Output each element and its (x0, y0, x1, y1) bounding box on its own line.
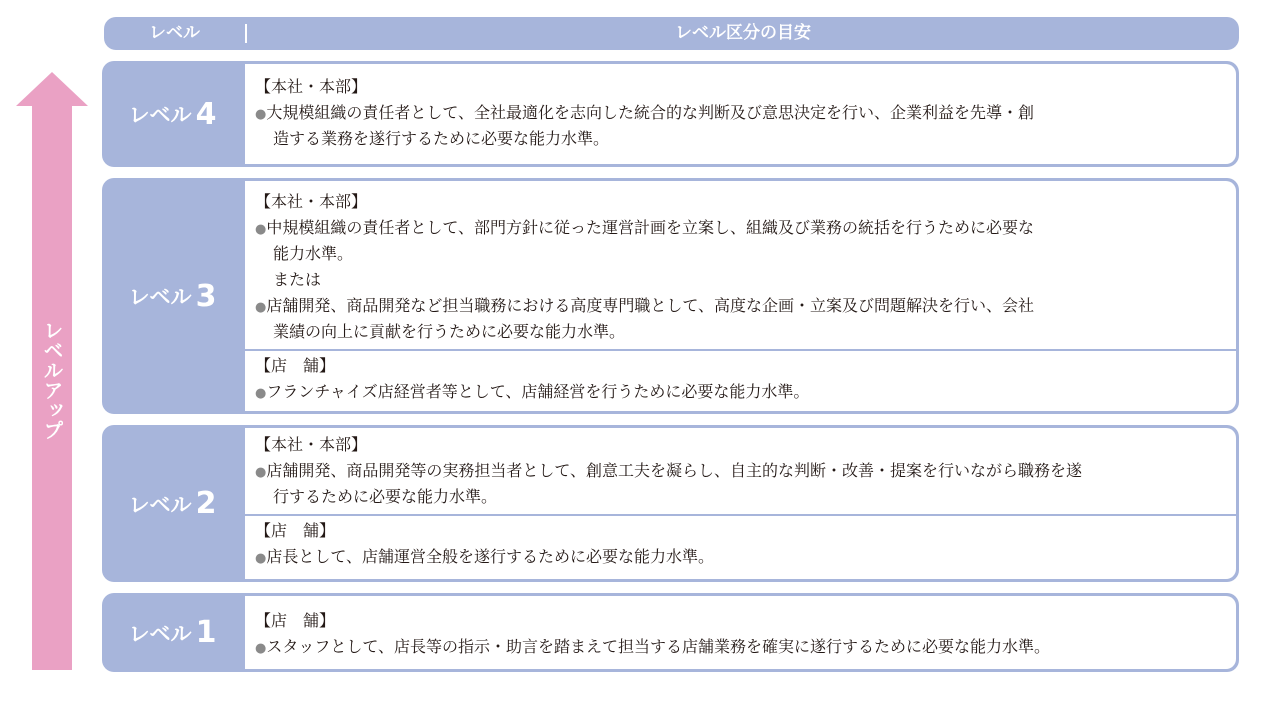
level-3-label (102, 178, 243, 414)
level-3-description (245, 181, 1236, 411)
table-header (104, 17, 1239, 50)
description-line (255, 217, 1034, 241)
section-title: 【店 舗】 (255, 356, 336, 375)
description-text: 中規模組織の責任者として、部門方針に従った運営計画を立案し、組織及び業務の統括を行うために必要な (266, 218, 1035, 237)
header-level-column: レベル (149, 23, 200, 43)
bullet-icon: ● (255, 551, 267, 566)
level-2-card (102, 425, 1239, 582)
description-text: 店長として、店舗運営全般を遂行するために必要な能力水準。 (266, 547, 715, 566)
level-number: 2 (195, 486, 217, 521)
description-text: スタッフとして、店長等の指示・助言を踏まえて担当する店舗業務を確実に遂行するために必要な能力水準。 (266, 637, 1051, 656)
description-text: 店舗開発、商品開発など担当職務における高度専門職として、高度な企画・立案及び問題解決を行い、会社 (266, 296, 1035, 315)
level-label-text: レベル (128, 285, 192, 309)
section-divider (245, 349, 1236, 351)
section-title: 【本社・本部】 (255, 77, 368, 96)
level-number: 4 (195, 96, 217, 132)
section-title: 【本社・本部】 (255, 192, 368, 211)
description-line (255, 295, 1034, 319)
description-line (255, 102, 1034, 126)
level-label-text: レベル (128, 103, 192, 127)
description-line: 業績の向上に貢献を行うために必要な能力水準。 (273, 322, 626, 341)
section-title: 【本社・本部】 (255, 435, 368, 454)
level-label-text: レベル (128, 621, 192, 646)
level-4-label (102, 61, 243, 167)
description-text: フランチャイズ店経営者等として、店舗経営を行うために必要な能力水準。 (266, 382, 810, 401)
level-1-label (102, 593, 243, 672)
level-label-text: レベル (128, 492, 192, 517)
description-text: 大規模組織の責任者として、全社最適化を志向した統合的な判断及び意思決定を行い、企業利益を先導・創 (266, 103, 1035, 122)
level-3-card (102, 178, 1239, 414)
level-2-label (102, 425, 243, 582)
level-number: 1 (195, 615, 217, 650)
header-description-column: レベル区分の目安 (675, 23, 811, 43)
level-number: 3 (195, 278, 217, 314)
bullet-icon: ● (255, 641, 267, 656)
description-line: 造する業務を遂行するために必要な能力水準。 (273, 129, 610, 148)
description-line (255, 546, 714, 570)
level-2-description (245, 428, 1236, 579)
description-line: 行するために必要な能力水準。 (273, 487, 498, 506)
bullet-icon: ● (255, 222, 267, 237)
section-title: 【店 舗】 (255, 521, 336, 540)
description-line (255, 636, 1050, 660)
bullet-icon: ● (255, 300, 267, 315)
or-text: または (273, 270, 322, 289)
bullet-icon: ● (255, 107, 267, 122)
level-up-label: レベルアップ (40, 320, 64, 440)
bullet-icon: ● (255, 386, 267, 401)
section-divider (245, 514, 1236, 516)
description-line: 能力水準。 (273, 244, 354, 263)
description-text: 店舗開発、商品開発等の実務担当者として、創意工夫を凝らし、自主的な判断・改善・提案を行いながら職務を遂 (266, 461, 1083, 480)
level-1-description (245, 596, 1236, 669)
level-4-card (102, 61, 1239, 167)
bullet-icon: ● (255, 465, 267, 480)
section-title: 【店 舗】 (255, 611, 336, 630)
level-4-description (245, 64, 1236, 164)
description-line (255, 381, 809, 405)
description-line (255, 460, 1082, 484)
level-1-card (102, 593, 1239, 672)
